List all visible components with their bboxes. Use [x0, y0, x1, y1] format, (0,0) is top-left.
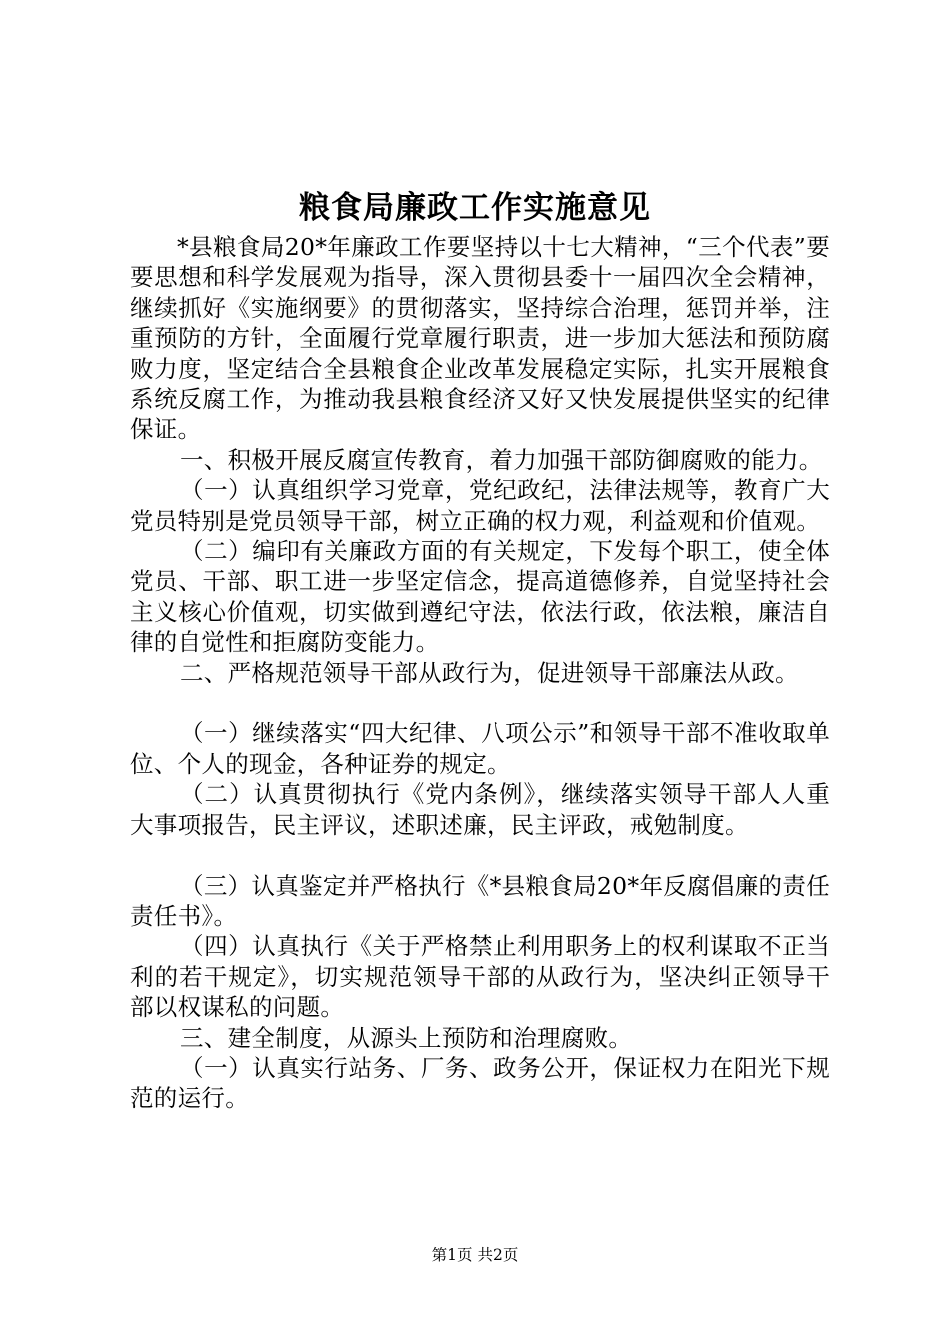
section-2-item-1: （一）继续落实“四大纪律、八项公示”和领导干部不准收取单位、个人的现金，各种证券的规定。	[130, 719, 830, 778]
blank-line	[130, 840, 830, 870]
page-number-footer: 第1页 共2页	[431, 1246, 519, 1264]
section-2-item-4: （四）认真执行《关于严格禁止利用职务上的权利谋取不正当利的若干规定》，切实规范领导干部的从政行为，坚决纠正领导干部以权谋私的问题。	[130, 932, 830, 1022]
document-body	[130, 232, 830, 1114]
blank-line	[130, 688, 830, 718]
section-heading-1: 一、积极开展反腐宣传教育，着力加强干部防御腐败的能力。	[180, 445, 823, 474]
section-2-item-3: （三）认真鉴定并严格执行《*县粮食局20*年反腐倡廉的责任责任书》。	[130, 871, 830, 930]
section-heading-3: 三、建全制度，从源头上预防和治理腐败。	[180, 1023, 633, 1052]
section-1-item-1: （一）认真组织学习党章，党纪政纪，法律法规等，教育广大党员特别是党员领导干部，树立正确的权力观，利益观和价值观。	[130, 476, 830, 535]
section-2-item-2: （二）认真贯彻执行《党内条例》，继续落实领导干部人人重大事项报告，民主评议，述职述廉，民主评政，戒勉制度。	[130, 780, 830, 839]
lead-paragraph: *县粮食局20*年廉政工作要坚持以十七大精神，“三个代表”要要思想和科学发展观为指导，深入贯彻县委十一届四次全会精神，继续抓好《实施纲要》的贯彻落实，坚持综合治理，惩罚并举，注重预防的方针，全面履行党章履行职责，进一步加大惩法和预防腐败力度，坚定结合全县粮食企业改革发展稳定实际，扎实开展粮食系统反腐工作，为推动我县粮食经济又好又快发展提供坚实的纪律保证。	[130, 233, 830, 444]
document-title: 粮食局廉政工作实施意见	[299, 190, 651, 226]
section-1-item-2: （二）编印有关廉政方面的有关规定，下发每个职工，使全体党员、干部、职工进一步坚定信念，提高道德修养，自觉坚持社会主义核心价值观，切实做到遵纪守法，依法行政，依法粮，廉洁自律的自觉性和拒腐防变能力。	[130, 537, 830, 657]
section-heading-2: 二、严格规范领导干部从政行为，促进领导干部廉法从政。	[180, 658, 799, 687]
section-3-item-1: （一）认真实行站务、厂务、政务公开，保证权力在阳光下规范的运行。	[130, 1053, 830, 1113]
